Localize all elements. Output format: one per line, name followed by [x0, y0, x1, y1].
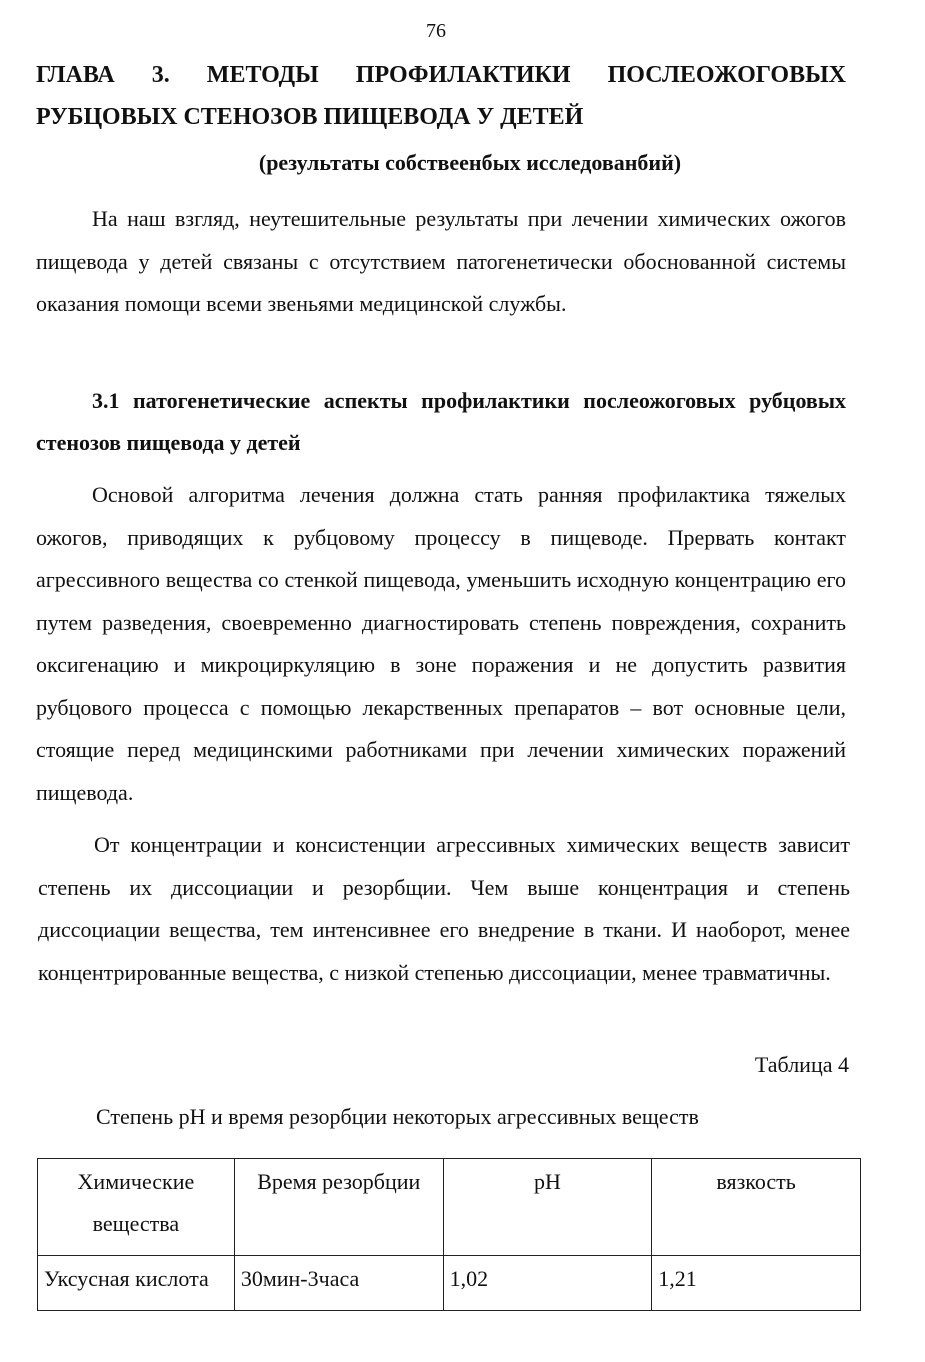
table-row: [38, 1256, 861, 1311]
paragraph-intro: На наш взгляд, неутешительные результаты при лечении химических ожогов пищевода у детей связаны с отсутствием патогенетически обоснованной системы оказания помощи всеми звеньями медицинской службы.: [36, 206, 846, 316]
chapter-subtitle: (результаты собствеенбых исследованбий): [258, 150, 682, 175]
paragraph-concentration: От концентрации и консистенции агрессивных химических веществ зависит степень их диссоциации и резорбщии. Чем выше концентрация и степень диссоциации вещества, тем интенсивнее его внедрение в ткани. И наоборот, менее концентрированные вещества, с низкой степенью диссоциации, менее травматичны.: [38, 832, 850, 985]
column-header-ph: pH: [443, 1159, 652, 1256]
table-label: Таблица 4: [754, 1052, 849, 1077]
page-number: 76: [426, 20, 446, 42]
table-cell-viscosity: 1,21: [652, 1256, 861, 1311]
table-cell-resorption-time: 30мин-3часа: [234, 1256, 443, 1311]
column-header-substance: Химические вещества: [38, 1159, 235, 1256]
table-cell-ph: 1,02: [443, 1256, 652, 1311]
chapter-title: ГЛАВА 3. МЕТОДЫ ПРОФИЛАКТИКИ ПОСЛЕОЖОГОВЫХ РУБЦОВЫХ СТЕНОЗОВ ПИЩЕВОДА У ДЕТЕЙ: [36, 62, 846, 130]
section-heading: 3.1 патогенетические аспекты профилактики послеожоговых рубцовых стенозов пищевода у детей: [36, 388, 846, 455]
table-caption: Степень рН и время резорбции некоторых агрессивных веществ: [96, 1104, 699, 1129]
column-header-resorption-time: Время резорбции: [234, 1159, 443, 1256]
table-cell-substance: Уксусная кислота: [38, 1256, 235, 1311]
column-header-viscosity: вязкость: [652, 1159, 861, 1256]
paragraph-algorithm: Основой алгоритма лечения должна стать ранняя профилактика тяжелых ожогов, приводящих к рубцовому процессу в пищеводе. Прервать контакт агрессивного вещества со стенкой пищевода, уменьшить исходную концентрацию его путем разведения, своевременно диагностировать степень повреждения, сохранить оксигенацию и микроциркуляцию в зоне поражения и не допустить развития рубцового процесса с помощью лекарственных препаратов – вот основные цели, стоящие перед медицинскими работниками при лечении химических поражений пищевода.: [36, 482, 846, 805]
table-header-row: [38, 1159, 861, 1256]
data-table: [37, 1158, 861, 1311]
